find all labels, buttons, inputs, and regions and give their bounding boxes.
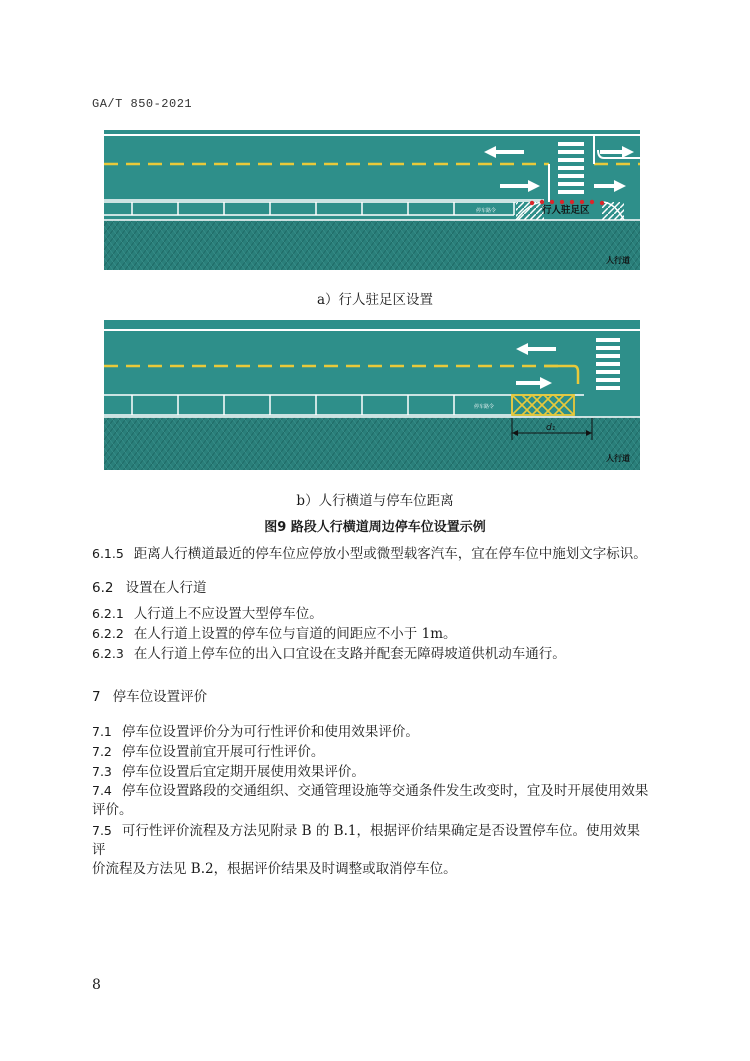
clause-number: 6.2.3: [92, 646, 124, 661]
figure-b-caption: b）人行横道与停车位距离: [296, 493, 454, 509]
page-number: 8: [92, 977, 101, 993]
figure-a: [104, 130, 640, 270]
clause-6-2-1: [92, 604, 652, 624]
figure-a-caption: a）行人驻足区设置: [316, 292, 434, 308]
clause-text-line1: 可行性评价流程及方法见附录 B 的 B.1，根据评价结果确定是否设置停车位。使用效果评: [92, 823, 640, 858]
document-id: GA/T 850-2021: [92, 97, 193, 111]
clause-text: 停车位设置后宜定期开展使用效果评价。: [121, 764, 365, 780]
distance-d1-label: d₁: [546, 423, 556, 433]
section-7-heading: [92, 685, 207, 705]
figure-b: [104, 320, 640, 470]
clause-text: 停车位设置前宜开展可行性评价。: [121, 744, 325, 760]
clause-7-4: [92, 781, 652, 820]
clause-number: 6.2.1: [92, 606, 124, 621]
clause-text: 在人行道上停车位的出入口宜设在支路并配套无障碍坡道供机动车通行。: [133, 646, 566, 662]
clause-number: 7.1: [92, 724, 112, 739]
section-title: 停车位设置评价: [112, 689, 208, 705]
clause-number: 6.1.5: [92, 546, 124, 561]
clause-number: 7.4: [92, 783, 112, 798]
clause-text: 距离人行横道最近的停车位应停放小型或微型载客汽车，宜在停车位中施划文字标识。: [133, 546, 647, 562]
section-6-2-heading: [92, 576, 206, 596]
clause-text-line1: 停车位设置路段的交通组织、交通管理设施等交通条件发生改变时，宜及时开展使用效果: [121, 783, 649, 799]
clause-6-2-2: [92, 624, 652, 644]
clause-text: 停车位设置评价分为可行性评价和使用效果评价。: [121, 724, 419, 740]
sidewalk-label-a: 人行道: [606, 256, 630, 265]
clause-number: 7.2: [92, 744, 112, 759]
clause-text: 人行道上不应设置大型停车位。: [133, 606, 323, 622]
clause-7-2: [92, 742, 652, 762]
parking-sign-text-b: 停车路令: [474, 404, 495, 410]
clause-7-5: [92, 821, 652, 879]
figure-title: 图9 路段人行横道周边停车位设置示例: [264, 520, 486, 535]
clause-number: 7.5: [92, 823, 112, 838]
parking-sign-text-a: 停车路令: [476, 208, 497, 214]
clause-6-2-3: [92, 644, 652, 664]
pedestrian-waiting-zone-label: 行人驻足区: [542, 205, 590, 216]
clause-text: 在人行道上设置的停车位与盲道的间距应不小于 1m。: [133, 626, 457, 642]
clause-text-line2: 评价。: [92, 802, 133, 818]
clause-number: 6.2.2: [92, 626, 124, 641]
clause-6-1-5: [92, 544, 652, 564]
clause-number: 7.3: [92, 764, 112, 779]
figure-b-diagram: [104, 320, 640, 470]
section-number: 7: [92, 689, 101, 705]
clause-text-line2: 价流程及方法见 B.2，根据评价结果及时调整或取消停车位。: [92, 861, 457, 877]
section-number: 6.2: [92, 580, 114, 596]
clause-7-3: [92, 762, 652, 782]
clause-7-1: [92, 722, 652, 742]
sidewalk-label-b: 人行道: [606, 454, 630, 463]
section-title: 设置在人行道: [125, 580, 207, 596]
figure-a-diagram: [104, 130, 640, 270]
